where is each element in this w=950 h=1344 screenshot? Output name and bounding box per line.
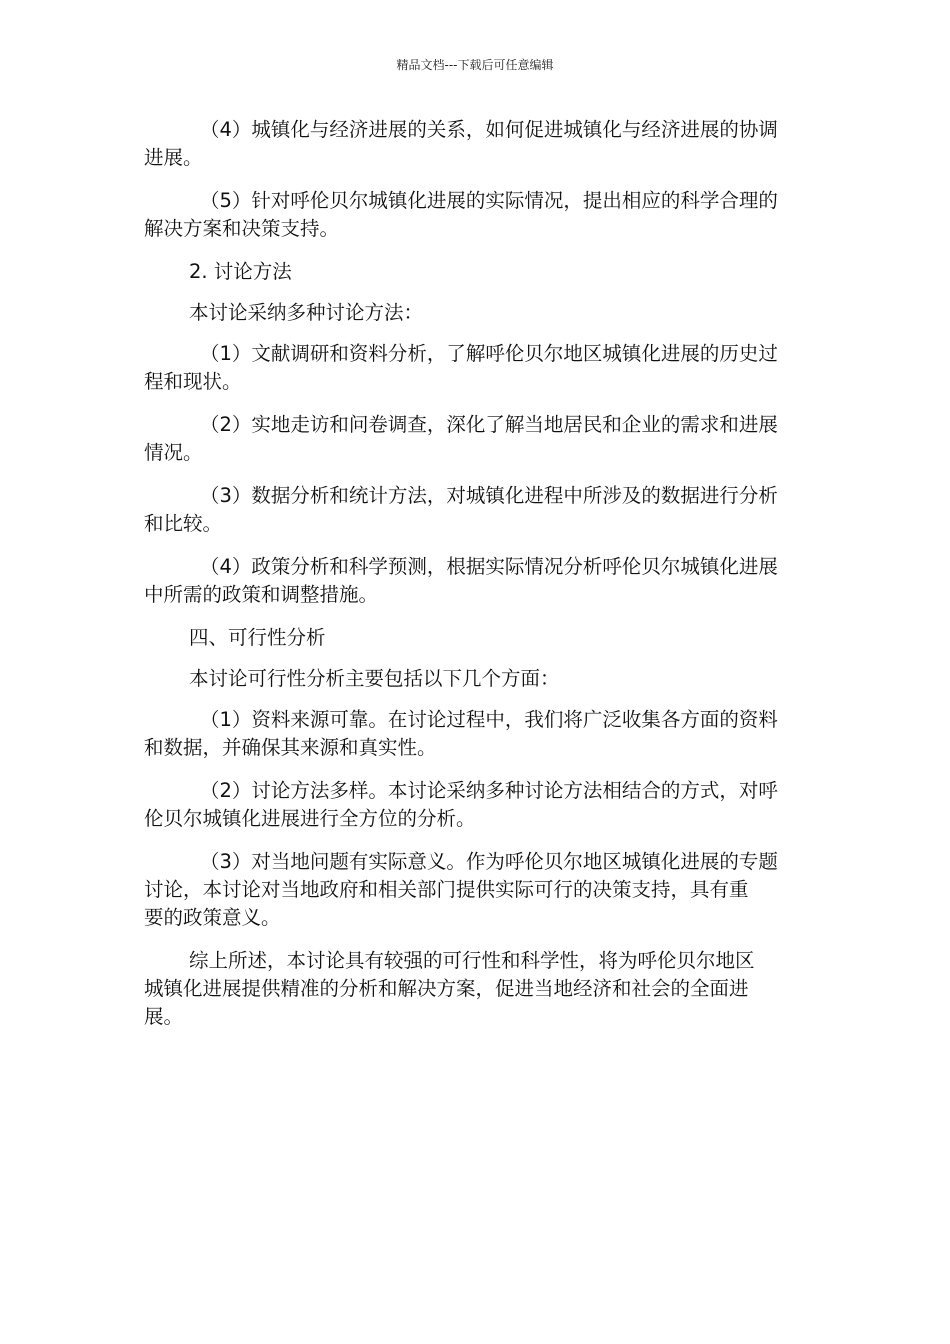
paragraph-line: 综上所述，本讨论具有较强的可行性和科学性，将为呼伦贝尔地区: [189, 949, 755, 972]
paragraph-conclusion: [144, 947, 806, 1031]
paragraph-line: 伦贝尔城镇化进展进行全方位的分析。: [144, 807, 476, 830]
paragraph-feasibility-3: [144, 848, 806, 932]
paragraph-line: （4）政策分析和科学预测，根据实际情况分析呼伦贝尔城镇化进展: [200, 555, 778, 578]
heading-text: 四、可行性分析: [189, 626, 326, 649]
paragraph-item-5-solutions: [144, 187, 806, 243]
document-body: [144, 116, 806, 1046]
paragraph-feasibility-1: [144, 706, 806, 762]
paragraph-line: 城镇化进展提供精准的分析和解决方案，促进当地经济和社会的全面进: [144, 977, 749, 1000]
page-header: 精品文档---下载后可任意编辑: [396, 58, 554, 72]
paragraph-method-3: [144, 482, 806, 538]
heading-text: 2. 讨论方法: [189, 260, 292, 283]
methods-intro: [144, 299, 806, 327]
paragraph-line: （2）实地走访和问卷调查，深化了解当地居民和企业的需求和进展: [200, 413, 778, 436]
paragraph-line: 和比较。: [144, 512, 223, 535]
paragraph-method-1: [144, 340, 806, 396]
paragraph-line: 情况。: [144, 441, 203, 464]
paragraph-line: 程和现状。: [144, 370, 242, 393]
feasibility-intro: [144, 665, 806, 693]
paragraph-line: 解决方案和决策支持。: [144, 217, 340, 240]
section-heading-feasibility: [144, 624, 806, 652]
paragraph-line: 和数据，并确保其来源和真实性。: [144, 736, 437, 759]
section-heading-methods: [144, 258, 806, 286]
paragraph-line: 展。: [144, 1005, 184, 1028]
paragraph-method-4: [144, 553, 806, 609]
paragraph-line: 中所需的政策和调整措施。: [144, 583, 379, 606]
paragraph-line: （5）针对呼伦贝尔城镇化进展的实际情况，提出相应的科学合理的: [200, 189, 778, 212]
paragraph-line: （4）城镇化与经济进展的关系，如何促进城镇化与经济进展的协调: [200, 118, 778, 141]
paragraph-line: 进展。: [144, 146, 203, 169]
paragraph-line: 讨论，本讨论对当地政府和相关部门提供实际可行的决策支持，具有重: [144, 878, 749, 901]
paragraph-line: 要的政策意义。: [144, 906, 281, 929]
paragraph-item-4-relation: [144, 116, 806, 172]
paragraph-line: （2）讨论方法多样。本讨论采纳多种讨论方法相结合的方式，对呼: [200, 779, 778, 802]
paragraph-line: 本讨论可行性分析主要包括以下几个方面：: [189, 667, 560, 690]
paragraph-method-2: [144, 411, 806, 467]
paragraph-feasibility-2: [144, 777, 806, 833]
paragraph-line: （3）数据分析和统计方法，对城镇化进程中所涉及的数据进行分析: [200, 484, 778, 507]
paragraph-line: （1）资料来源可靠。在讨论过程中，我们将广泛收集各方面的资料: [200, 708, 778, 731]
paragraph-line: （3）对当地问题有实际意义。作为呼伦贝尔地区城镇化进展的专题: [200, 850, 778, 873]
paragraph-line: （1）文献调研和资料分析，了解呼伦贝尔地区城镇化进展的历史过: [200, 342, 778, 365]
paragraph-line: 本讨论采纳多种讨论方法：: [189, 301, 424, 324]
